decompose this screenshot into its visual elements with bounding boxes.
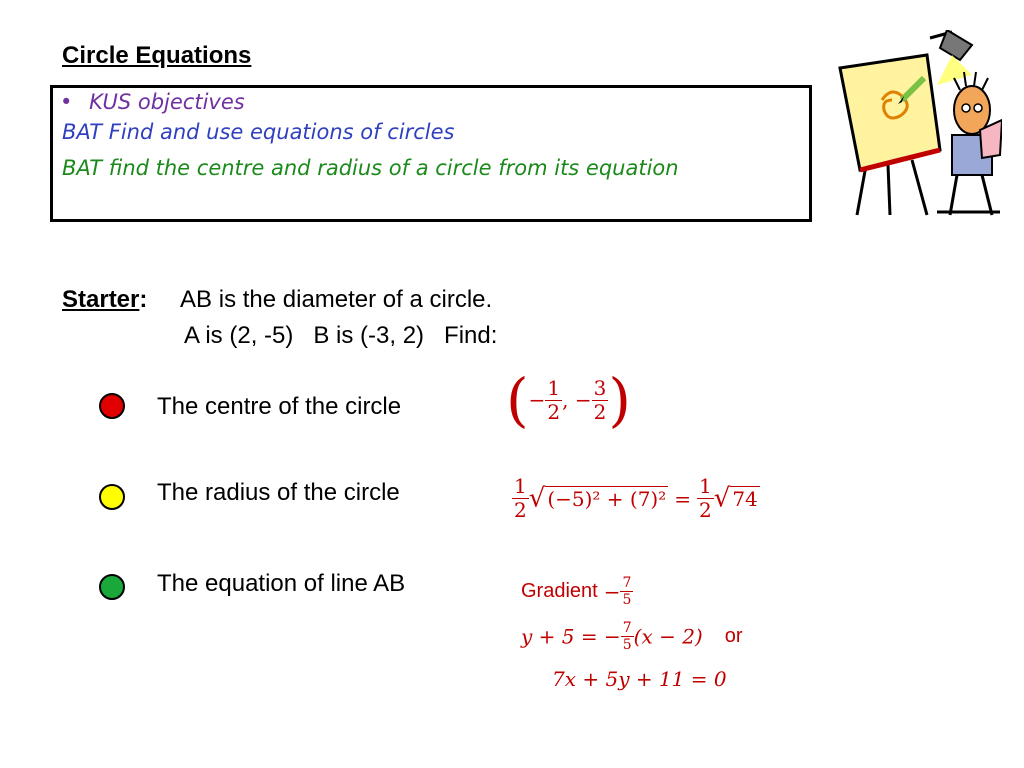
starter-text-1: AB is the diameter of a circle. <box>180 286 493 313</box>
starter-label: Starter <box>62 286 140 313</box>
or-label: or <box>724 625 743 648</box>
question-line: The equation of line AB <box>157 570 406 597</box>
green-dot-icon <box>99 574 125 600</box>
gradient-label: Gradient <box>521 580 598 603</box>
question-radius: The radius of the circle <box>157 479 400 506</box>
gradient-fraction: $\frac{7}{5}$ <box>622 575 632 609</box>
radicand-1: (−5)² + (7)² <box>547 486 667 511</box>
starter-line-1 <box>62 286 492 314</box>
centre-y-fraction: $\frac{3}{2}$ <box>593 375 607 424</box>
radicand-2: 74 <box>732 486 758 511</box>
starter-line-2: A is (2, -5) B is (-3, 2) Find: <box>184 322 498 349</box>
artist-illustration <box>832 30 1002 220</box>
paren-close: ) <box>608 366 631 434</box>
red-dot-icon <box>99 393 125 419</box>
objectives-heading <box>60 90 245 114</box>
answer-centre: (− $\frac{1}{2}$ , − $\frac{3}{2}$ ) <box>506 366 631 434</box>
starter-colon: : <box>139 286 148 313</box>
answer-radius: $\frac{1}{2}$ √ (−5)² + (7)² = $\frac{1}{2}$ √ 74 <box>514 474 758 522</box>
radius-half-fraction-2: $\frac{1}{2}$ <box>699 474 712 522</box>
centre-x-fraction: $\frac{1}{2}$ <box>547 375 561 424</box>
objective-line-2: BAT find the centre and radius of a circle from its equation <box>62 156 679 180</box>
point-slope-fraction: $\frac{7}{5}$ <box>622 620 632 654</box>
question-centre: The centre of the circle <box>157 393 402 420</box>
bullet-mark: • <box>60 90 73 114</box>
paren-open: ( <box>506 366 529 434</box>
radius-half-fraction: $\frac{1}{2}$ <box>514 474 527 522</box>
answer-general-form: 7x + 5y + 11 = 0 <box>552 667 727 691</box>
objectives-heading-text: KUS objectives <box>89 90 245 114</box>
yellow-dot-icon <box>99 484 125 510</box>
page-title: Circle Equations <box>62 42 252 69</box>
objective-line-1: BAT Find and use equations of circles <box>62 120 455 144</box>
answer-point-slope: y + 5 = − $\frac{7}{5}$ (x − 2) or <box>521 620 743 654</box>
answer-gradient: Gradient − $\frac{7}{5}$ <box>521 575 632 609</box>
